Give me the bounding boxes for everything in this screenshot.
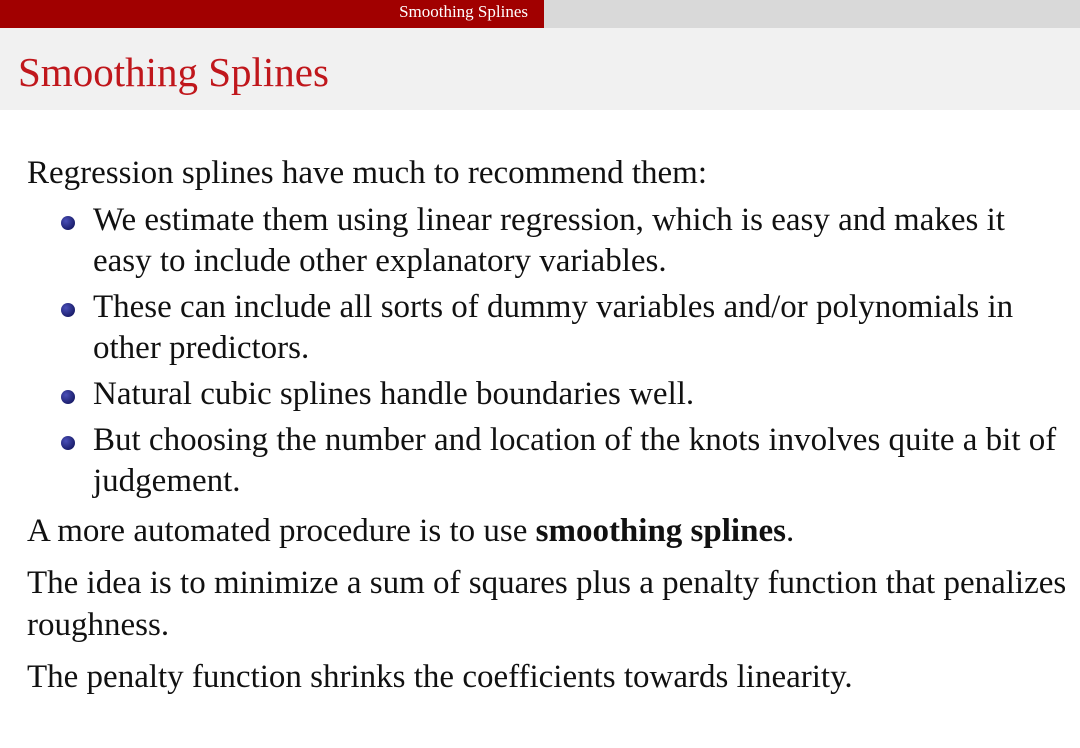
- bullet-text: But choosing the number and location of the knots involves quite a bit of judgement.: [93, 422, 1057, 499]
- bullet-icon: [61, 216, 75, 230]
- section-label: Smoothing Splines: [399, 2, 528, 21]
- bullet-icon: [61, 436, 75, 450]
- bullet-icon: [61, 303, 75, 317]
- bullet-item: [27, 420, 1067, 502]
- bullet-text: These can include all sorts of dummy variables and/or polynomials in other predictors.: [93, 289, 1014, 366]
- intro-text: Regression splines have much to recommend them:: [27, 155, 708, 191]
- para1-suffix: .: [785, 513, 795, 549]
- paragraph-smoothing-splines: [27, 510, 1067, 552]
- title-bar: [0, 28, 1080, 110]
- section-indicator[interactable]: [0, 0, 544, 28]
- para1-prefix: A more automated procedure is to use: [27, 513, 536, 549]
- paragraph-penalty-shrinks: The penalty function shrinks the coefficients towards linearity.: [27, 659, 853, 695]
- top-navigation-bar: [0, 0, 1080, 28]
- bullet-text: We estimate them using linear regression, which is easy and makes it easy to include other explanatory variables.: [93, 202, 1005, 279]
- slide-body: [27, 152, 1067, 708]
- bullet-text: Natural cubic splines handle boundaries well.: [93, 376, 695, 412]
- bullet-item: [27, 200, 1067, 282]
- smoothing-splines-term: smoothing splines: [535, 513, 786, 549]
- bullet-icon: [61, 390, 75, 404]
- paragraph-penalty-idea: The idea is to minimize a sum of squares plus a penalty function that penalizes roughness.: [27, 565, 1067, 643]
- slide-title: Smoothing Splines: [18, 49, 329, 95]
- bullet-item: [27, 287, 1067, 369]
- bullet-item: [27, 374, 1067, 415]
- bullet-list: [27, 200, 1067, 502]
